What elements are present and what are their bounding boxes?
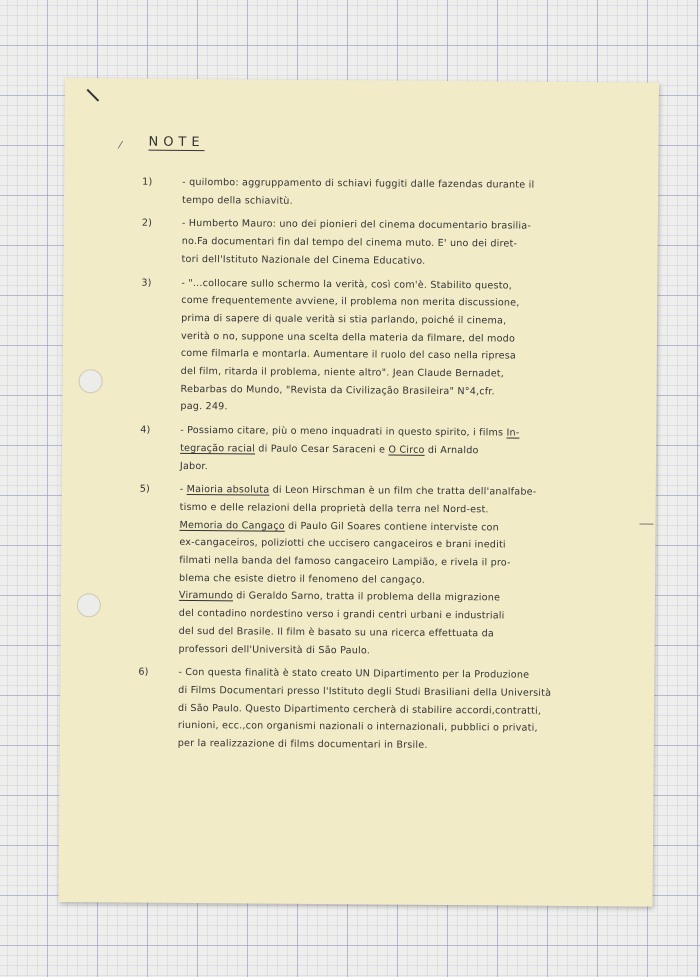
text-segment: filmati nella banda del famoso cangaceiro Lampião, e rivela il pro- [179, 554, 511, 569]
text-segment: di Leon Hirschman è un film che tratta dell'analfabe- [269, 484, 537, 498]
text-segment: - Humberto Mauro: uno dei pionieri del cinema documentario brasilia- [181, 218, 532, 233]
text-segment: tori dell'Istituto Nazionale del Cinema Educativo. [181, 253, 426, 267]
note-number: 2) [141, 218, 153, 230]
note-item [138, 481, 639, 662]
text-segment: riunioni, ecc.,con organismi nazionali o internazionali, pubblici o privati, [177, 720, 538, 735]
note-number: 3) [141, 277, 152, 289]
text-segment: - [179, 484, 187, 496]
note-body [182, 174, 642, 213]
note-item [138, 664, 639, 756]
text-segment: per la realizzazione di films documentari in Brsile. [177, 738, 428, 751]
note-body [178, 481, 639, 662]
text-segment: di Arnaldo [424, 444, 479, 457]
punch-hole [79, 369, 103, 393]
text-segment: verità o no, suppone una scelta della materia da filmare, del modo [180, 330, 516, 345]
note-number: 5) [139, 483, 151, 495]
note-item [140, 422, 640, 479]
note-line [180, 398, 640, 419]
text-segment: di Geraldo Sarno, tratta il problema della migrazione [233, 590, 501, 604]
pencil-mark [87, 89, 100, 102]
document-page [59, 78, 659, 907]
underlined-title: tegração racial [180, 442, 256, 455]
text-segment: Rebarbas do Mundo, "Revista da Civilização Brasileira" N°4,cfr. [180, 383, 495, 398]
pencil-mark [640, 524, 654, 525]
underlined-title: Viramundo [178, 590, 234, 602]
text-segment: tismo e delle relazioni della proprietà della terra nel Nord-est. [179, 501, 489, 516]
text-segment: prima di sapere di quale verità si stia parlando, poiché il cinema, [181, 312, 507, 327]
text-segment: come frequentemente avviene, il problema non merita discussione, [181, 295, 520, 309]
note-line [180, 457, 640, 478]
text-segment: di Paulo Gil Soares contiene interviste con [284, 520, 499, 534]
text-segment: del contadino nordestino verso i grandi centri urbani e industriali [178, 608, 505, 622]
text-segment: tempo della schiavitù. [182, 194, 293, 207]
text-segment: - Possiamo citare, più o meno inquadrati in questo spirito, i films [180, 425, 507, 439]
underlined-title: Memoria do Cangaço [179, 519, 285, 532]
text-segment: del sud del Brasile. Il film è basato su una ricerca effettuata da [178, 625, 495, 640]
note-body [180, 422, 640, 479]
note-item [142, 174, 642, 213]
text-segment: professori dell'Università di São Paulo. [178, 643, 371, 656]
text-segment: Jabor. [179, 460, 208, 472]
note-item [142, 215, 642, 272]
note-line [182, 251, 642, 272]
note-number: 6) [138, 666, 149, 678]
text-segment: ex-cangaceiros, poliziotti che uccisero cangaceiros e brani inediti [179, 537, 506, 551]
note-body [178, 664, 639, 756]
text-segment: di Paulo Cesar Saraceni e [255, 443, 389, 456]
note-line [178, 640, 638, 661]
text-segment: blema che esiste dietro il fenomeno del cangaço. [179, 572, 426, 586]
note-body [180, 274, 641, 419]
text-segment: - "...collocare sullo schermo la verità, così com'è. Stabilito questo, [181, 277, 513, 292]
note-item [140, 274, 641, 420]
pencil-mark: ⁄ [119, 140, 122, 152]
punch-hole [77, 593, 101, 617]
text-segment: pag. 249. [180, 401, 228, 413]
underlined-title: Maioria absoluta [186, 484, 270, 496]
text-segment: no.Fa documentari fin dal tempo del cinema muto. E' uno dei diret- [181, 236, 518, 250]
page-title: NOTE [148, 134, 205, 151]
note-body [182, 215, 642, 272]
note-number: 1) [142, 176, 153, 188]
text-segment: di Films Documentari presso l'Istituto degli Studi Brasiliani della Università [178, 684, 552, 699]
note-line [178, 735, 638, 756]
text-segment: - quilombo: aggruppamento di schiavi fuggiti dalle fazendas durante il [182, 176, 535, 191]
note-number: 4) [140, 424, 151, 436]
text-segment: come filmarla e montarla. Aumentare il ruolo del caso nella ripresa [180, 348, 517, 362]
underlined-title: O Circo [388, 444, 425, 456]
underlined-title: In- [506, 427, 520, 439]
text-segment: del film, ritarda il problema, niente altro". Jean Claude Bernadet, [180, 365, 505, 380]
text-segment: di São Paulo. Questo Dipartimento cercherà di stabilire accordi,contratti, [178, 702, 542, 717]
notes-list [138, 174, 643, 763]
note-line [180, 440, 640, 461]
note-line [182, 192, 642, 213]
text-segment: - Con questa finalità è stato creato UN Dipartimento per la Produzione [178, 667, 530, 681]
